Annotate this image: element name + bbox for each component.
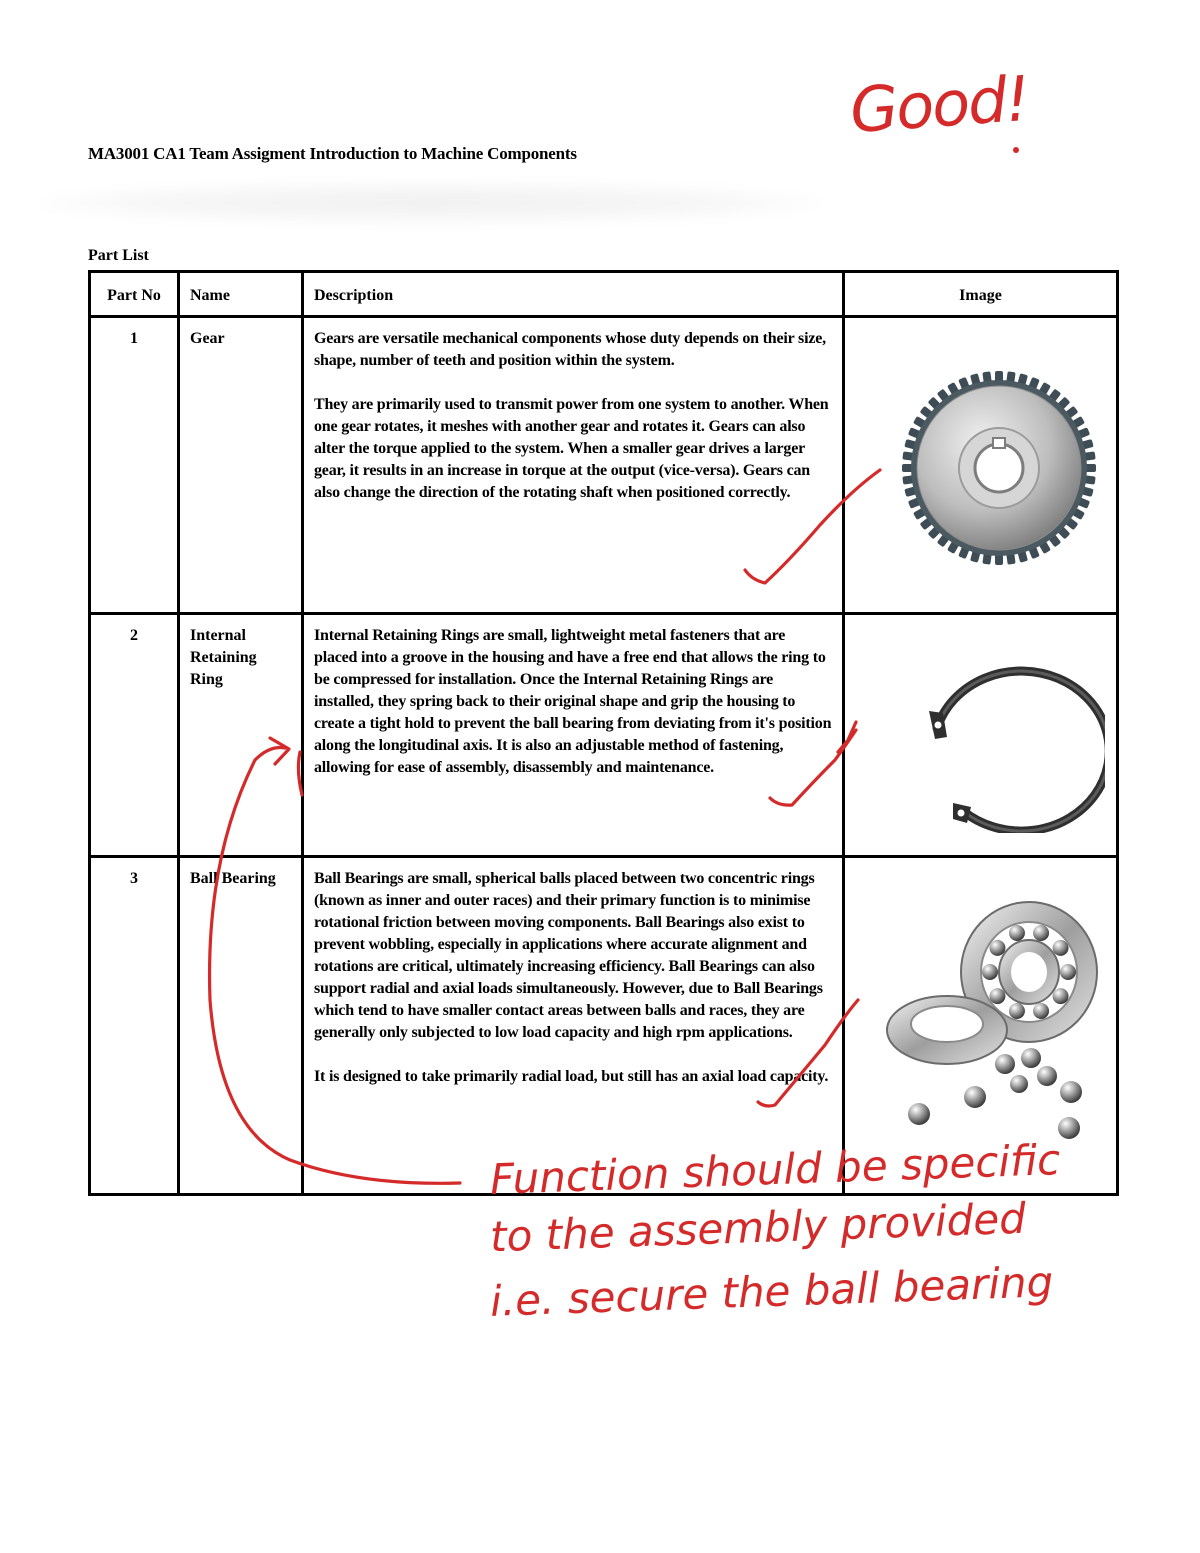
handwritten-feedback-line: i.e. secure the ball bearing — [489, 1257, 1054, 1326]
part-description — [303, 317, 844, 614]
description-paragraph: Internal Retaining Rings are small, lightweight metal fasteners that are placed into a groove in the housing and have a free end that allows the ring to be compressed for installation. Once the Internal Retaining Rings are installed, they spring back to their original shape and grip the housing to create a tight hold to prevent the ball bearing from deviating from it's position along the longitudinal axis. It is also an adjustable method of fastening, allowing for ease of assembly, disassembly and maintenance. — [314, 627, 832, 776]
parts-table — [88, 270, 1119, 1196]
ball-bearing-photo — [879, 892, 1119, 1142]
table-row — [90, 317, 1118, 614]
handwritten-feedback-line: to the assembly provided — [489, 1193, 1027, 1262]
part-image-cell — [844, 614, 1118, 857]
section-label: Part List — [88, 247, 149, 264]
exclamation-dot — [1013, 147, 1019, 153]
part-name: Gear — [179, 317, 303, 614]
redacted-names-area — [40, 183, 820, 223]
part-number: 2 — [90, 614, 179, 857]
part-image-cell — [844, 317, 1118, 614]
header-description: Description — [303, 272, 844, 317]
part-description — [303, 857, 844, 1195]
description-paragraph: It is designed to take primarily radial load, but still has an axial load capacity. — [314, 1068, 829, 1085]
part-name: Internal Retaining Ring — [179, 614, 303, 857]
retaining-ring-photo — [895, 643, 1105, 833]
header-image: Image — [844, 272, 1118, 317]
handwritten-feedback-line: Function should be specific — [489, 1135, 1061, 1204]
part-number: 1 — [90, 317, 179, 614]
handwritten-praise: Good! — [847, 61, 1031, 148]
description-paragraph: They are primarily used to transmit power from one system to another. When one gear rotates, it meshes with another gear and rotates it. Gears can also alter the torque applied to the system. When a smaller gear drives a larger gear, it results in an increase in torque at the output (vice-versa). Gears can also change the direction of the rotating shaft when positioned correctly. — [314, 396, 829, 501]
table-header-row — [90, 272, 1118, 317]
header-part-no: Part No — [90, 272, 179, 317]
part-number: 3 — [90, 857, 179, 1195]
description-paragraph: Ball Bearings are small, spherical balls placed between two concentric rings (known as inner and outer races) and their primary function is to minimise rotational friction between moving components. Ball Bearings also exist to prevent wobbling, especially in applications where accurate alignment and rotations are critical, ultimately increasing efficiency. Ball Bearings can also support radial and axial loads simultaneously. However, due to Ball Bearings which tend to have smaller contact areas between balls and races, they are generally only subjected to low load capacity and high rpm applications. — [314, 870, 823, 1041]
document-title: MA3001 CA1 Team Assigment Introduction to Machine Components — [88, 144, 577, 163]
table-row — [90, 614, 1118, 857]
header-name: Name — [179, 272, 303, 317]
description-paragraph: Gears are versatile mechanical components whose duty depends on their size, shape, number of teeth and position within the system. — [314, 330, 826, 369]
part-name: Ball Bearing — [179, 857, 303, 1195]
gear-photo — [897, 360, 1097, 575]
part-description — [303, 614, 844, 857]
